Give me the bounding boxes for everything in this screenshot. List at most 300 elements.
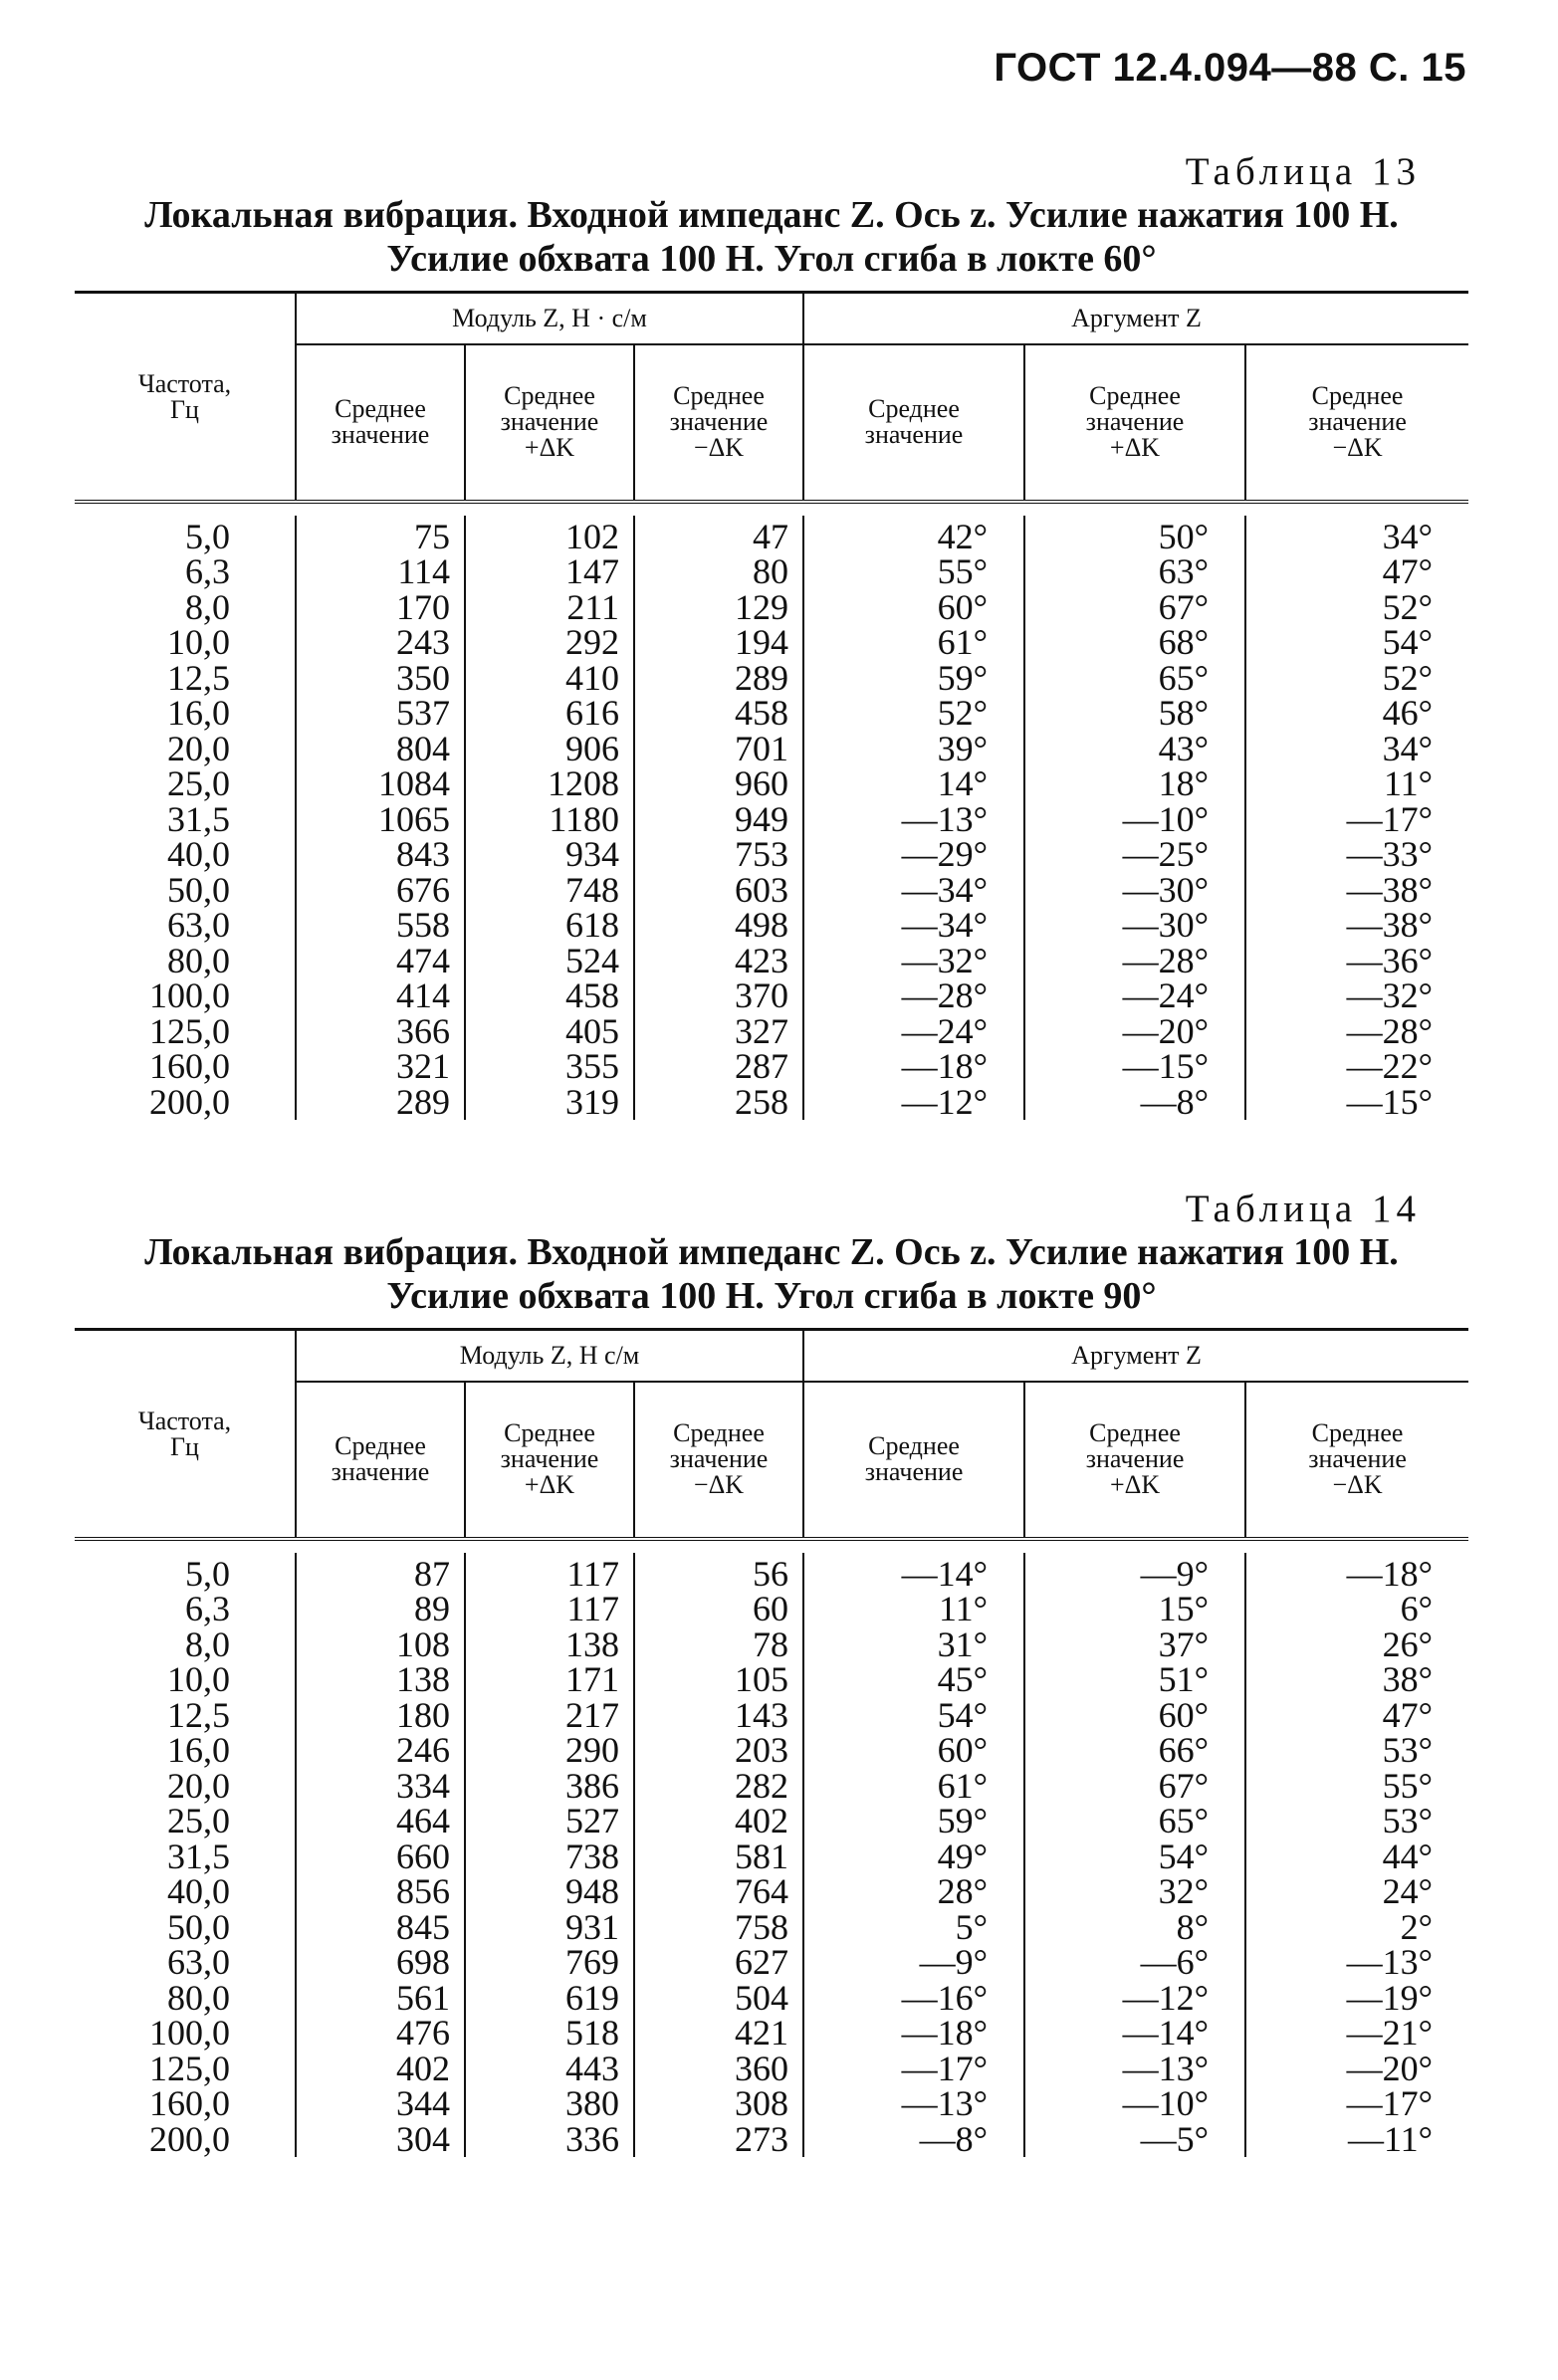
modulus-cell: 282 xyxy=(634,1769,803,1805)
modulus-cell: 273 xyxy=(634,2122,803,2158)
argument-cell: —15° xyxy=(1024,1049,1245,1085)
header-mean: Среднее значение xyxy=(803,1382,1024,1539)
modulus-cell: 258 xyxy=(634,1085,803,1121)
modulus-cell: 243 xyxy=(296,625,465,661)
modulus-cell: 287 xyxy=(634,1049,803,1085)
table-caption xyxy=(75,194,1468,281)
modulus-cell: 102 xyxy=(465,516,634,555)
argument-cell: —13° xyxy=(1245,1945,1468,1981)
argument-cell: —14° xyxy=(1024,2016,1245,2052)
argument-cell: —19° xyxy=(1245,1981,1468,2017)
argument-cell: —21° xyxy=(1245,2016,1468,2052)
argument-cell: 24° xyxy=(1245,1874,1468,1910)
modulus-cell: 558 xyxy=(296,908,465,944)
argument-cell: —28° xyxy=(803,978,1024,1014)
modulus-cell: 336 xyxy=(465,2122,634,2158)
modulus-cell: 458 xyxy=(634,696,803,732)
frequency-cell: 20,0 xyxy=(167,728,230,768)
table-row xyxy=(75,732,1468,767)
argument-cell: —30° xyxy=(1024,873,1245,909)
argument-cell: 6° xyxy=(1245,1592,1468,1627)
table-row xyxy=(75,1839,1468,1875)
table-row xyxy=(75,2052,1468,2087)
argument-cell: —15° xyxy=(1245,1085,1468,1121)
modulus-cell: 87 xyxy=(296,1553,465,1593)
modulus-cell: 114 xyxy=(296,554,465,590)
argument-cell: 65° xyxy=(1024,661,1245,697)
table-row xyxy=(75,1592,1468,1627)
table-row xyxy=(75,1874,1468,1910)
argument-cell: —14° xyxy=(803,1553,1024,1593)
modulus-cell: 748 xyxy=(465,873,634,909)
argument-cell: 54° xyxy=(1245,625,1468,661)
table-row xyxy=(75,873,1468,909)
argument-cell: —6° xyxy=(1024,1945,1245,1981)
table-row xyxy=(75,837,1468,873)
modulus-cell: 660 xyxy=(296,1839,465,1875)
modulus-cell: 948 xyxy=(465,1874,634,1910)
table-row xyxy=(75,766,1468,802)
modulus-cell: 581 xyxy=(634,1839,803,1875)
modulus-cell: 217 xyxy=(465,1698,634,1734)
table-row xyxy=(75,1698,1468,1734)
caption-line-2: Усилие обхвата 100 Н. Угол сгиба в локте 90° xyxy=(386,1274,1157,1317)
argument-cell: 34° xyxy=(1245,732,1468,767)
argument-cell: 42° xyxy=(803,516,1024,555)
table-13-block xyxy=(75,149,1468,1120)
argument-cell: —34° xyxy=(803,908,1024,944)
argument-cell: —24° xyxy=(1024,978,1245,1014)
caption-line-1: Локальная вибрация. Входной импеданс Z. Ось z. Усилие нажатия 100 Н. xyxy=(144,1231,1399,1273)
argument-cell: 55° xyxy=(1245,1769,1468,1805)
argument-cell: 32° xyxy=(1024,1874,1245,1910)
modulus-cell: 117 xyxy=(465,1553,634,1593)
argument-cell: 14° xyxy=(803,766,1024,802)
table-row xyxy=(75,1981,1468,2017)
modulus-cell: 474 xyxy=(296,944,465,979)
table-row xyxy=(75,516,1468,555)
argument-cell: 61° xyxy=(803,1769,1024,1805)
header-frequency: Частота, Гц xyxy=(137,368,232,424)
modulus-cell: 246 xyxy=(296,1733,465,1769)
modulus-cell: 518 xyxy=(465,2016,634,2052)
modulus-cell: 443 xyxy=(465,2052,634,2087)
frequency-cell: 125,0 xyxy=(149,1010,230,1051)
table-number: Таблица 13 xyxy=(1185,150,1421,193)
frequency-cell: 200,0 xyxy=(149,2118,230,2159)
modulus-cell: 80 xyxy=(634,554,803,590)
modulus-cell: 758 xyxy=(634,1910,803,1946)
argument-cell: 31° xyxy=(803,1627,1024,1663)
table-row xyxy=(75,590,1468,626)
modulus-cell: 105 xyxy=(634,1662,803,1698)
argument-cell: —13° xyxy=(803,2086,1024,2122)
argument-cell: 65° xyxy=(1024,1804,1245,1839)
modulus-cell: 421 xyxy=(634,2016,803,2052)
modulus-cell: 527 xyxy=(465,1804,634,1839)
modulus-cell: 366 xyxy=(296,1014,465,1050)
modulus-cell: 180 xyxy=(296,1698,465,1734)
argument-cell: 47° xyxy=(1245,1698,1468,1734)
frequency-cell: 40,0 xyxy=(167,1871,230,1912)
modulus-cell: 194 xyxy=(634,625,803,661)
frequency-cell: 160,0 xyxy=(149,2083,230,2124)
frequency-cell: 80,0 xyxy=(167,940,230,980)
argument-cell: —38° xyxy=(1245,908,1468,944)
modulus-cell: 138 xyxy=(296,1662,465,1698)
header-mean-plus: Среднее значение +ΔK xyxy=(1024,1382,1245,1539)
frequency-cell: 20,0 xyxy=(167,1765,230,1806)
argument-cell: —20° xyxy=(1245,2052,1468,2087)
argument-cell: —18° xyxy=(803,1049,1024,1085)
frequency-cell: 63,0 xyxy=(167,1942,230,1983)
modulus-cell: 47 xyxy=(634,516,803,555)
modulus-cell: 143 xyxy=(634,1698,803,1734)
argument-cell: 34° xyxy=(1245,516,1468,555)
table-row xyxy=(75,1804,1468,1839)
frequency-cell: 31,5 xyxy=(167,1836,230,1876)
argument-cell: 52° xyxy=(803,696,1024,732)
frequency-cell: 50,0 xyxy=(167,1906,230,1947)
argument-cell: —25° xyxy=(1024,837,1245,873)
caption-line-1: Локальная вибрация. Входной импеданс Z. Ось z. Усилие нажатия 100 Н. xyxy=(144,194,1399,236)
argument-cell: 8° xyxy=(1024,1910,1245,1946)
argument-cell: —28° xyxy=(1024,944,1245,979)
modulus-cell: 423 xyxy=(634,944,803,979)
argument-cell: 53° xyxy=(1245,1804,1468,1839)
frequency-cell: 100,0 xyxy=(149,975,230,1016)
frequency-cell: 16,0 xyxy=(167,693,230,734)
modulus-cell: 906 xyxy=(465,732,634,767)
argument-cell: 54° xyxy=(1024,1839,1245,1875)
argument-cell: —30° xyxy=(1024,908,1245,944)
frequency-cell: 100,0 xyxy=(149,2013,230,2054)
modulus-cell: 292 xyxy=(465,625,634,661)
table-row xyxy=(75,802,1468,838)
modulus-cell: 960 xyxy=(634,766,803,802)
frequency-cell: 5,0 xyxy=(185,516,230,556)
argument-cell: —17° xyxy=(803,2052,1024,2087)
frequency-cell: 12,5 xyxy=(167,1694,230,1735)
table-row xyxy=(75,908,1468,944)
modulus-cell: 476 xyxy=(296,2016,465,2052)
argument-cell: 68° xyxy=(1024,625,1245,661)
modulus-cell: 147 xyxy=(465,554,634,590)
modulus-cell: 498 xyxy=(634,908,803,944)
modulus-cell: 458 xyxy=(465,978,634,1014)
modulus-cell: 344 xyxy=(296,2086,465,2122)
table-row xyxy=(75,1945,1468,1981)
argument-cell: 39° xyxy=(803,732,1024,767)
modulus-cell: 1208 xyxy=(465,766,634,802)
argument-cell: 2° xyxy=(1245,1910,1468,1946)
frequency-cell: 31,5 xyxy=(167,798,230,839)
argument-cell: —18° xyxy=(803,2016,1024,2052)
argument-cell: —9° xyxy=(803,1945,1024,1981)
argument-cell: —5° xyxy=(1024,2122,1245,2158)
table-row xyxy=(75,978,1468,1014)
argument-cell: —24° xyxy=(803,1014,1024,1050)
modulus-cell: 370 xyxy=(634,978,803,1014)
argument-cell: 61° xyxy=(803,625,1024,661)
modulus-cell: 769 xyxy=(465,1945,634,1981)
header-mean-plus: Среднее значение +ΔK xyxy=(465,344,634,502)
modulus-cell: 843 xyxy=(296,837,465,873)
modulus-cell: 308 xyxy=(634,2086,803,2122)
table-row xyxy=(75,1049,1468,1085)
modulus-cell: 89 xyxy=(296,1592,465,1627)
modulus-cell: 949 xyxy=(634,802,803,838)
table-row xyxy=(75,1910,1468,1946)
modulus-cell: 138 xyxy=(465,1627,634,1663)
modulus-cell: 618 xyxy=(465,908,634,944)
argument-cell: 67° xyxy=(1024,1769,1245,1805)
argument-cell: 46° xyxy=(1245,696,1468,732)
argument-cell: —10° xyxy=(1024,2086,1245,2122)
modulus-cell: 701 xyxy=(634,732,803,767)
argument-cell: 54° xyxy=(803,1698,1024,1734)
modulus-cell: 75 xyxy=(296,516,465,555)
modulus-cell: 627 xyxy=(634,1945,803,1981)
table-row xyxy=(75,696,1468,732)
modulus-cell: 170 xyxy=(296,590,465,626)
modulus-cell: 414 xyxy=(296,978,465,1014)
modulus-cell: 203 xyxy=(634,1733,803,1769)
frequency-cell: 5,0 xyxy=(185,1553,230,1594)
argument-cell: —34° xyxy=(803,873,1024,909)
argument-cell: 38° xyxy=(1245,1662,1468,1698)
argument-cell: 37° xyxy=(1024,1627,1245,1663)
modulus-cell: 380 xyxy=(465,2086,634,2122)
argument-cell: 44° xyxy=(1245,1839,1468,1875)
table-14-block xyxy=(75,1187,1468,2157)
argument-cell: 60° xyxy=(803,1733,1024,1769)
header-mean-plus: Среднее значение +ΔK xyxy=(465,1382,634,1539)
frequency-cell: 8,0 xyxy=(185,586,230,627)
modulus-cell: 524 xyxy=(465,944,634,979)
table-row xyxy=(75,625,1468,661)
frequency-cell: 10,0 xyxy=(167,1659,230,1700)
frequency-cell: 50,0 xyxy=(167,869,230,910)
argument-cell: 53° xyxy=(1245,1733,1468,1769)
modulus-cell: 537 xyxy=(296,696,465,732)
header-mean-plus: Среднее значение +ΔK xyxy=(1024,344,1245,502)
modulus-cell: 289 xyxy=(296,1085,465,1121)
header-mean-minus: Среднее значение −ΔK xyxy=(1245,344,1468,502)
argument-cell: —13° xyxy=(803,802,1024,838)
argument-cell: —13° xyxy=(1024,2052,1245,2087)
table-row xyxy=(75,2122,1468,2158)
argument-cell: 26° xyxy=(1245,1627,1468,1663)
argument-cell: —20° xyxy=(1024,1014,1245,1050)
modulus-cell: 603 xyxy=(634,873,803,909)
table-row xyxy=(75,2086,1468,2122)
modulus-cell: 616 xyxy=(465,696,634,732)
frequency-cell: 16,0 xyxy=(167,1730,230,1771)
header-mean-minus: Среднее значение −ΔK xyxy=(634,1382,803,1539)
frequency-cell: 40,0 xyxy=(167,834,230,875)
table-row xyxy=(75,1085,1468,1121)
table-row xyxy=(75,2016,1468,2052)
argument-cell: 45° xyxy=(803,1662,1024,1698)
modulus-cell: 856 xyxy=(296,1874,465,1910)
data-table xyxy=(75,291,1468,1120)
table-row xyxy=(75,1627,1468,1663)
modulus-cell: 504 xyxy=(634,1981,803,2017)
modulus-cell: 360 xyxy=(634,2052,803,2087)
frequency-cell: 63,0 xyxy=(167,905,230,946)
modulus-cell: 78 xyxy=(634,1627,803,1663)
modulus-cell: 108 xyxy=(296,1627,465,1663)
argument-cell: —36° xyxy=(1245,944,1468,979)
argument-cell: 28° xyxy=(803,1874,1024,1910)
frequency-cell: 8,0 xyxy=(185,1623,230,1664)
table-row xyxy=(75,1769,1468,1805)
frequency-cell: 10,0 xyxy=(167,622,230,663)
argument-cell: 67° xyxy=(1024,590,1245,626)
frequency-cell: 160,0 xyxy=(149,1046,230,1087)
argument-cell: —18° xyxy=(1245,1553,1468,1593)
modulus-cell: 1065 xyxy=(296,802,465,838)
header-frequency: Частота, Гц xyxy=(137,1406,232,1461)
argument-cell: 60° xyxy=(803,590,1024,626)
frequency-cell: 12,5 xyxy=(167,657,230,698)
table-row xyxy=(75,554,1468,590)
argument-cell: —12° xyxy=(803,1085,1024,1121)
table-caption xyxy=(75,1231,1468,1318)
frequency-cell: 6,3 xyxy=(185,1589,230,1629)
modulus-cell: 410 xyxy=(465,661,634,697)
argument-cell: —28° xyxy=(1245,1014,1468,1050)
argument-cell: 59° xyxy=(803,661,1024,697)
frequency-cell: 200,0 xyxy=(149,1081,230,1122)
modulus-cell: 327 xyxy=(634,1014,803,1050)
header-mean-minus: Среднее значение −ΔK xyxy=(634,344,803,502)
modulus-cell: 804 xyxy=(296,732,465,767)
argument-cell: 15° xyxy=(1024,1592,1245,1627)
modulus-cell: 171 xyxy=(465,1662,634,1698)
header-mean: Среднее значение xyxy=(803,344,1024,502)
modulus-cell: 386 xyxy=(465,1769,634,1805)
argument-cell: 60° xyxy=(1024,1698,1245,1734)
argument-cell: —16° xyxy=(803,1981,1024,2017)
modulus-cell: 334 xyxy=(296,1769,465,1805)
argument-cell: —17° xyxy=(1245,2086,1468,2122)
frequency-cell: 80,0 xyxy=(167,1977,230,2018)
header-argument-group: Аргумент Z xyxy=(803,293,1468,344)
modulus-cell: 698 xyxy=(296,1945,465,1981)
argument-cell: 49° xyxy=(803,1839,1024,1875)
modulus-cell: 304 xyxy=(296,2122,465,2158)
modulus-cell: 321 xyxy=(296,1049,465,1085)
argument-cell: 58° xyxy=(1024,696,1245,732)
table-row xyxy=(75,1733,1468,1769)
data-table xyxy=(75,1328,1468,2157)
argument-cell: —11° xyxy=(1245,2122,1468,2158)
argument-cell: 52° xyxy=(1245,590,1468,626)
modulus-cell: 60 xyxy=(634,1592,803,1627)
page-header: ГОСТ 12.4.094—88 С. 15 xyxy=(994,46,1466,90)
modulus-cell: 405 xyxy=(465,1014,634,1050)
modulus-cell: 1084 xyxy=(296,766,465,802)
modulus-cell: 355 xyxy=(465,1049,634,1085)
header-argument-group: Аргумент Z xyxy=(803,1330,1468,1382)
header-modulus-group: Модуль Z, Н · с/м xyxy=(296,293,803,344)
modulus-cell: 56 xyxy=(634,1553,803,1593)
frequency-cell: 25,0 xyxy=(167,1801,230,1841)
modulus-cell: 211 xyxy=(465,590,634,626)
frequency-cell: 6,3 xyxy=(185,551,230,592)
argument-cell: —32° xyxy=(1245,978,1468,1014)
argument-cell: —17° xyxy=(1245,802,1468,838)
modulus-cell: 753 xyxy=(634,837,803,873)
table-row xyxy=(75,1662,1468,1698)
argument-cell: 66° xyxy=(1024,1733,1245,1769)
argument-cell: 5° xyxy=(803,1910,1024,1946)
argument-cell: 18° xyxy=(1024,766,1245,802)
argument-cell: —8° xyxy=(803,2122,1024,2158)
argument-cell: —10° xyxy=(1024,802,1245,838)
argument-cell: 11° xyxy=(1245,766,1468,802)
argument-cell: 63° xyxy=(1024,554,1245,590)
argument-cell: —9° xyxy=(1024,1553,1245,1593)
modulus-cell: 350 xyxy=(296,661,465,697)
header-mean: Среднее значение xyxy=(296,1382,465,1539)
modulus-cell: 561 xyxy=(296,1981,465,2017)
argument-cell: —29° xyxy=(803,837,1024,873)
argument-cell: 43° xyxy=(1024,732,1245,767)
modulus-cell: 738 xyxy=(465,1839,634,1875)
table-row xyxy=(75,1014,1468,1050)
modulus-cell: 676 xyxy=(296,873,465,909)
argument-cell: 50° xyxy=(1024,516,1245,555)
table-row xyxy=(75,661,1468,697)
modulus-cell: 117 xyxy=(465,1592,634,1627)
argument-cell: —38° xyxy=(1245,873,1468,909)
argument-cell: 52° xyxy=(1245,661,1468,697)
frequency-cell: 25,0 xyxy=(167,763,230,804)
argument-cell: 59° xyxy=(803,1804,1024,1839)
argument-cell: 51° xyxy=(1024,1662,1245,1698)
modulus-cell: 931 xyxy=(465,1910,634,1946)
header-modulus-group: Модуль Z, Н с/м xyxy=(296,1330,803,1382)
table-row xyxy=(75,944,1468,979)
table-body xyxy=(75,1553,1468,2158)
table-number: Таблица 14 xyxy=(1185,1188,1421,1230)
modulus-cell: 764 xyxy=(634,1874,803,1910)
modulus-cell: 402 xyxy=(296,2052,465,2087)
modulus-cell: 319 xyxy=(465,1085,634,1121)
modulus-cell: 289 xyxy=(634,661,803,697)
modulus-cell: 464 xyxy=(296,1804,465,1839)
header-mean-minus: Среднее значение −ΔK xyxy=(1245,1382,1468,1539)
header-mean: Среднее значение xyxy=(296,344,465,502)
modulus-cell: 619 xyxy=(465,1981,634,2017)
argument-cell: 55° xyxy=(803,554,1024,590)
modulus-cell: 290 xyxy=(465,1733,634,1769)
argument-cell: —8° xyxy=(1024,1085,1245,1121)
caption-line-2: Усилие обхвата 100 Н. Угол сгиба в локте 60° xyxy=(386,237,1157,280)
modulus-cell: 934 xyxy=(465,837,634,873)
argument-cell: —12° xyxy=(1024,1981,1245,2017)
argument-cell: —22° xyxy=(1245,1049,1468,1085)
table-body xyxy=(75,516,1468,1121)
argument-cell: —32° xyxy=(803,944,1024,979)
argument-cell: 11° xyxy=(803,1592,1024,1627)
modulus-cell: 845 xyxy=(296,1910,465,1946)
modulus-cell: 1180 xyxy=(465,802,634,838)
table-row xyxy=(75,1553,1468,1593)
